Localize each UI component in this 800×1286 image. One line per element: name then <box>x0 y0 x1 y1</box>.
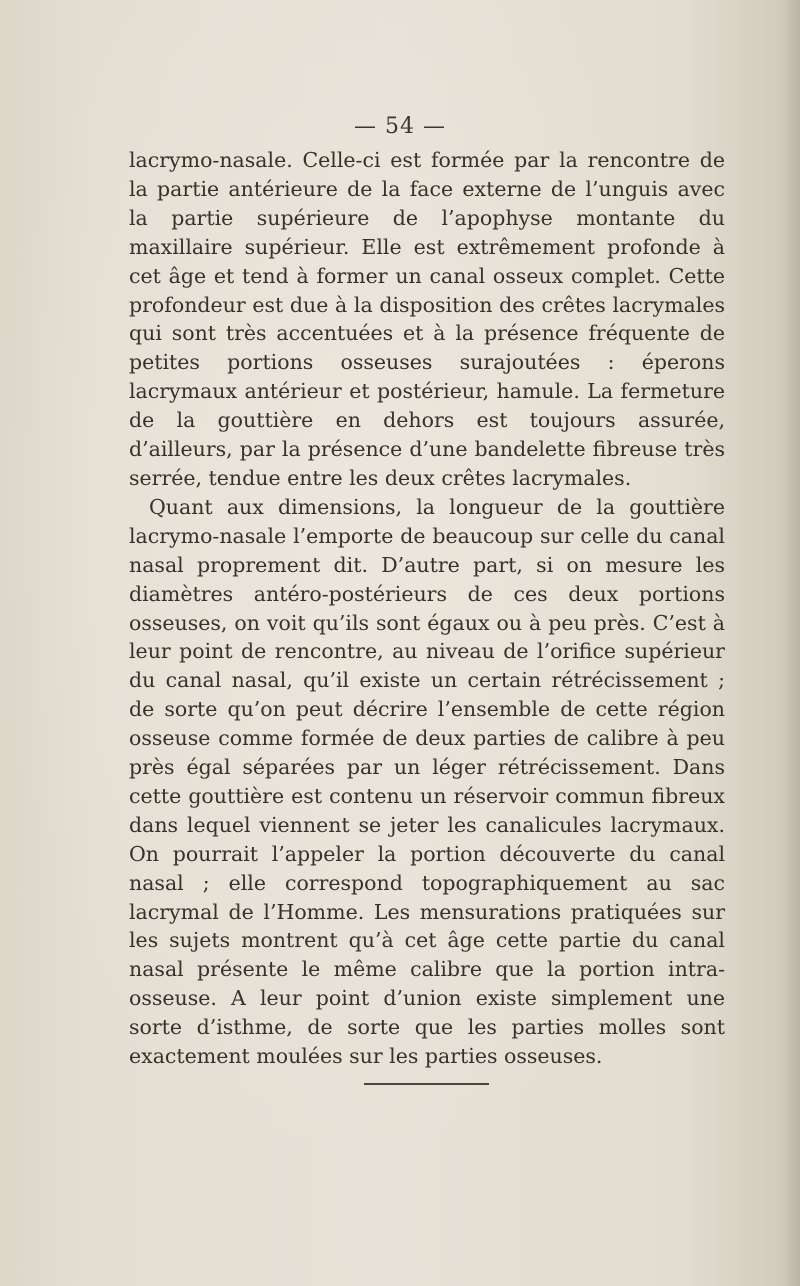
body-text <box>129 146 725 1071</box>
paragraph-dimensions: Quant aux dimensions, la longueur de la gouttière lacrymo-nasale l’emporte de beaucoup sur celle du canal nasal proprement dit. D’autre part, si on mesure les diamètres antéro-postérieurs de ces deux portions osseuses, on voit qu’ils sont égaux ou à peu près. C’est à leur point de rencontre, au niveau de l’orifice supérieur du canal nasal, qu’il existe un certain rétrécissement ; de sorte qu’on peut décrire l’ensemble de cette région osseuse comme formée de deux parties de calibre à peu près égal séparées par un léger rétrécissement. Dans cette gouttière est contenu un réservoir commun fibreux dans lequel viennent se jeter les canalicules lacrymaux. On pourrait l’appeler la portion découverte du canal nasal ; elle correspond topographiquement au sac lacrymal de l’Homme. Les mensurations pratiquées sur les sujets montrent qu’à cet âge cette partie du canal nasal présente le même calibre que la portion intra-osseuse. A leur point d’union existe simplement une sorte d’isthme, de sorte que les parties molles sont exactement moulées sur les parties osseuses. <box>129 494 725 1069</box>
end-rule-divider <box>364 1083 489 1085</box>
paragraph-continuation: lacrymo-nasale. Celle-ci est formée par la rencontre de la partie antérieure de la face externe de l’unguis avec la partie supérieure de l’apophyse montante du maxillaire supérieur. Elle est extrêmement profonde à cet âge et tend à former un canal osseux complet. Cette profondeur est due à la disposition des crêtes lacrymales qui sont très accentuées et à la présence fréquente de petites portions osseuses surajoutées : éperons lacrymaux antérieur et postérieur, hamule. La fermeture de la gouttière en dehors est toujours assurée, d’ailleurs, par la présence d’une bandelette fibreuse très serrée, tendue entre les deux crêtes lacrymales. <box>129 148 725 490</box>
page-number: — 54 — <box>354 114 446 139</box>
page-edge-shadow <box>782 0 800 1286</box>
